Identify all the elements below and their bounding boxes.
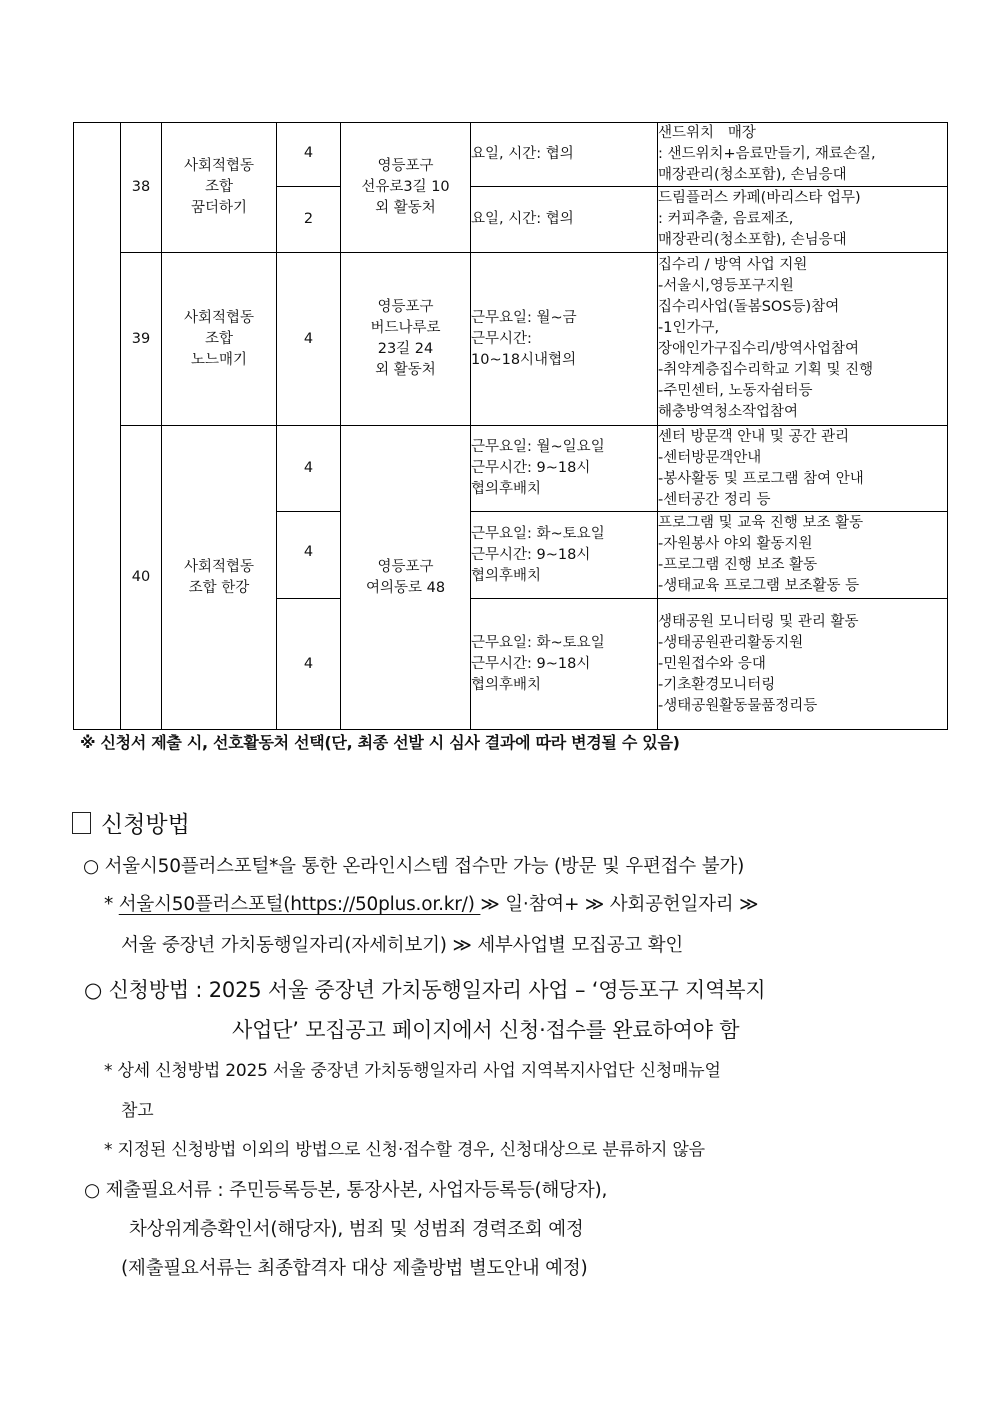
duties-cell: 집수리 / 방역 사업 지원 -서울시,영등포구지원 집수리사업(돌봄SOS등)참여 -1인가구, 장애인가구집수리/방역사업참여 -취약계층집수리학교 기획 및 진행 -주민센터, 노동자쉼터등 해충방역청소작업참여 [658,253,948,426]
address-cell: 영등포구 여의동로 48 [341,426,471,730]
schedule-cell: 요일, 시간: 협의 [471,123,658,187]
method-text-2: 사업단’ 모집공고 페이지에서 신청·접수를 완료하여야 함 [232,1018,740,1042]
table-footnote: ※ 신청서 제출 시, 선호활동처 선택(단, 최종 선발 시 심사 결과에 따라 변경될 수 있음) [80,733,680,752]
organization-cell: 사회적협동 조합 한강 [162,426,277,730]
job-listing-table [73,122,948,730]
headcount-cell: 4 [277,599,341,730]
organization-cell: 사회적협동 조합 노느매기 [162,253,277,426]
row-number: 39 [121,253,162,426]
docs-text-2: 차상위계층확인서(해당자), 범죄 및 성범죄 경력조회 예정 [129,1219,584,1240]
address-cell: 영등포구 선유로3길 10 외 활동처 [341,123,471,253]
address-cell: 영등포구 버드나루로 23길 24 외 활동처 [341,253,471,426]
docs-text-1: ○ 제출필요서류 : 주민등록등본, 통장사본, 사업자등록등(해당자), [84,1180,608,1201]
row-number: 40 [121,426,162,730]
portal-path-line-2: 서울 중장년 가치동행일자리(자세히보기) ≫ 세부사업별 모집공고 확인 [121,935,684,956]
section-heading: 신청방법 [72,806,190,839]
schedule-cell: 요일, 시간: 협의 [471,187,658,253]
online-only-text: ○ 서울시50플러스포털*을 통한 온라인시스템 접수만 가능 (방문 및 우편접수 불가) [83,856,745,877]
schedule-cell: 근무요일: 화~토요일 근무시간: 9~18시 협의후배치 [471,512,658,599]
method-text-1: ○ 신청방법 : 2025 서울 중장년 가치동행일자리 사업 – ‘영등포구 지역복지 [84,978,766,1002]
duties-cell: 드림플러스 카페(바리스타 업무) : 커피추출, 음료제조, 매장관리(청소포함), 손님응대 [658,187,948,253]
duties-cell: 생태공원 모니터링 및 관리 활동 -생태공원관리활동지원 -민원접수와 응대 -기초환경모니터링 -생태공원활동물품정리등 [658,599,948,730]
detail-note-2: 참고 [121,1101,154,1121]
schedule-cell: 근무요일: 화~토요일 근무시간: 9~18시 협의후배치 [471,599,658,730]
detail-note-1: * 상세 신청방법 2025 서울 중장년 가치동행일자리 사업 지역복지사업단 신청매뉴얼 [104,1061,721,1081]
table-row-39 [74,253,948,426]
warning-note: * 지정된 신청방법 이외의 방법으로 신청·접수할 경우, 신청대상으로 분류하지 않음 [104,1140,705,1160]
headcount-cell: 4 [277,253,341,426]
headcount-cell: 2 [277,187,341,253]
headcount-cell: 4 [277,123,341,187]
organization-cell: 사회적협동 조합 꿈더하기 [162,123,277,253]
category-cell [74,123,121,730]
table-row-38 [74,123,948,187]
portal-link[interactable]: 서울시50플러스포털(https://50plus.or.kr/) [118,894,481,915]
duties-cell: 프로그램 및 교육 진행 보조 활동 -자원봉사 야외 활동지원 -프로그램 진행 보조 활동 -생태교육 프로그램 보조활동 등 [658,512,948,599]
checkbox-square-icon [72,812,91,834]
schedule-cell: 근무요일: 월~금 근무시간: 10~18시내협의 [471,253,658,426]
row-number: 38 [121,123,162,253]
table-row-40 [74,426,948,512]
docs-text-3: (제출필요서류는 최종합격자 대상 제출방법 별도안내 예정) [121,1258,588,1279]
headcount-cell: 4 [277,426,341,512]
schedule-cell: 근무요일: 월~일요일 근무시간: 9~18시 협의후배치 [471,426,658,512]
portal-line: * 서울시50플러스포털(https://50plus.or.kr/) ≫ 일·참여+ ≫ 사회공헌일자리 ≫ [104,894,759,915]
duties-cell: 샌드위치 매장 : 샌드위치+음료만들기, 재료손질, 매장관리(청소포함), 손님응대 [658,123,948,187]
portal-path: ≫ 일·참여+ ≫ 사회공헌일자리 ≫ [480,894,759,915]
duties-cell: 센터 방문객 안내 및 공간 관리 -센터방문객안내 -봉사활동 및 프로그램 참여 안내 -센터공간 정리 등 [658,426,948,512]
headcount-cell: 4 [277,512,341,599]
